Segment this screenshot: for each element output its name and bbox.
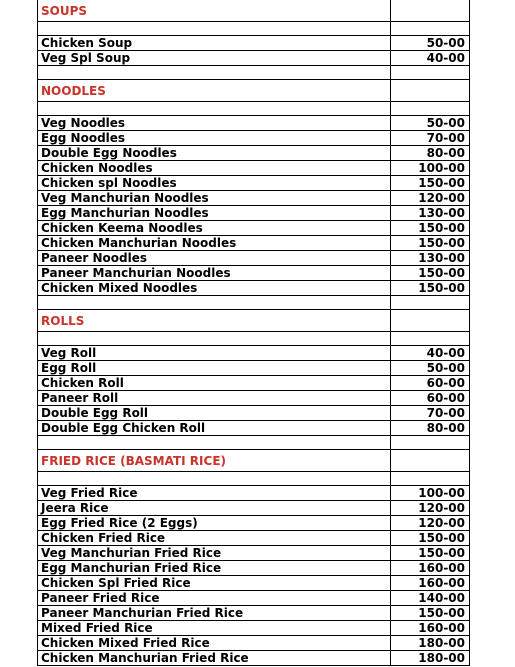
menu-item-row <box>38 251 470 266</box>
menu-item-row <box>38 51 470 66</box>
menu-item-row <box>38 266 470 281</box>
menu-item-price: 50-00 <box>391 361 470 376</box>
menu-item-price: 80-00 <box>391 146 470 161</box>
menu-item-price: 150-00 <box>391 606 470 621</box>
menu-item-price: 150-00 <box>391 176 470 191</box>
menu-item-row <box>38 391 470 406</box>
menu-item-price: 50-00 <box>391 36 470 51</box>
spacer-cell <box>391 332 470 346</box>
spacer-cell <box>38 472 391 486</box>
spacer-cell <box>391 472 470 486</box>
section-header-soups <box>38 0 470 22</box>
menu-table <box>37 0 470 666</box>
menu-item-price: 40-00 <box>391 346 470 361</box>
menu-item-name: Paneer Manchurian Noodles <box>38 266 391 281</box>
section-spacer-row <box>38 332 470 346</box>
spacer-cell <box>38 102 391 116</box>
section-price-cell <box>391 310 470 332</box>
menu-item-price: 150-00 <box>391 546 470 561</box>
menu-item-row <box>38 131 470 146</box>
menu-item-price: 120-00 <box>391 191 470 206</box>
menu-item-name: Chicken Manchurian Fried Rice <box>38 651 391 666</box>
menu-item-price: 40-00 <box>391 51 470 66</box>
menu-item-row <box>38 591 470 606</box>
menu-item-price: 150-00 <box>391 221 470 236</box>
menu-item-price: 130-00 <box>391 206 470 221</box>
menu-item-name: Double Egg Roll <box>38 406 391 421</box>
menu-item-row <box>38 36 470 51</box>
menu-item-name: Veg Spl Soup <box>38 51 391 66</box>
menu-item-price: 150-00 <box>391 531 470 546</box>
menu-item-row <box>38 221 470 236</box>
menu-item-row <box>38 146 470 161</box>
spacer-cell <box>38 66 391 80</box>
menu-item-row <box>38 361 470 376</box>
menu-item-row <box>38 561 470 576</box>
menu-item-row <box>38 176 470 191</box>
menu-item-row <box>38 421 470 436</box>
menu-item-name: Double Egg Noodles <box>38 146 391 161</box>
menu-item-price: 70-00 <box>391 406 470 421</box>
menu-item-name: Paneer Noodles <box>38 251 391 266</box>
menu-item-name: Egg Fried Rice (2 Eggs) <box>38 516 391 531</box>
menu-item-name: Mixed Fried Rice <box>38 621 391 636</box>
menu-item-name: Chicken Spl Fried Rice <box>38 576 391 591</box>
section-spacer-row <box>38 22 470 36</box>
spacer-cell <box>391 296 470 310</box>
menu-item-price: 160-00 <box>391 621 470 636</box>
spacer-cell <box>391 66 470 80</box>
section-gap-row <box>38 436 470 450</box>
menu-item-name: Chicken spl Noodles <box>38 176 391 191</box>
menu-item-price: 80-00 <box>391 421 470 436</box>
menu-body <box>38 0 470 666</box>
menu-item-row <box>38 501 470 516</box>
menu-item-name: Paneer Fried Rice <box>38 591 391 606</box>
spacer-cell <box>391 22 470 36</box>
menu-item-row <box>38 206 470 221</box>
menu-item-name: Jeera Rice <box>38 501 391 516</box>
menu-item-name: Veg Noodles <box>38 116 391 131</box>
menu-item-row <box>38 116 470 131</box>
section-price-cell <box>391 450 470 472</box>
section-spacer-row <box>38 102 470 116</box>
section-title: ROLLS <box>38 310 391 332</box>
menu-item-price: 100-00 <box>391 486 470 501</box>
menu-item-name: Egg Noodles <box>38 131 391 146</box>
section-price-cell <box>391 80 470 102</box>
menu-item-name: Chicken Keema Noodles <box>38 221 391 236</box>
menu-item-row <box>38 376 470 391</box>
menu-item-price: 140-00 <box>391 591 470 606</box>
menu-item-price: 120-00 <box>391 516 470 531</box>
menu-item-row <box>38 406 470 421</box>
spacer-cell <box>38 332 391 346</box>
menu-item-price: 50-00 <box>391 116 470 131</box>
menu-item-row <box>38 606 470 621</box>
menu-item-name: Chicken Noodles <box>38 161 391 176</box>
menu-item-name: Chicken Mixed Fried Rice <box>38 636 391 651</box>
spacer-cell <box>38 22 391 36</box>
menu-item-price: 160-00 <box>391 561 470 576</box>
menu-item-name: Veg Fried Rice <box>38 486 391 501</box>
section-header-noodles <box>38 80 470 102</box>
menu-item-name: Chicken Soup <box>38 36 391 51</box>
menu-item-row <box>38 161 470 176</box>
menu-item-name: Chicken Mixed Noodles <box>38 281 391 296</box>
section-header-fried-rice-basmati-rice <box>38 450 470 472</box>
menu-item-price: 150-00 <box>391 266 470 281</box>
menu-item-name: Chicken Manchurian Noodles <box>38 236 391 251</box>
menu-item-row <box>38 281 470 296</box>
menu-item-price: 70-00 <box>391 131 470 146</box>
section-title: SOUPS <box>38 0 391 22</box>
section-gap-row <box>38 296 470 310</box>
menu-item-name: Egg Manchurian Noodles <box>38 206 391 221</box>
menu-item-row <box>38 576 470 591</box>
menu-item-price: 60-00 <box>391 376 470 391</box>
menu-item-row <box>38 191 470 206</box>
section-title: FRIED RICE (BASMATI RICE) <box>38 450 391 472</box>
menu-item-row <box>38 546 470 561</box>
menu-item-price: 150-00 <box>391 236 470 251</box>
spacer-cell <box>38 436 391 450</box>
menu-item-row <box>38 516 470 531</box>
menu-item-price: 180-00 <box>391 636 470 651</box>
section-title: NOODLES <box>38 80 391 102</box>
menu-item-row <box>38 621 470 636</box>
menu-item-row <box>38 486 470 501</box>
menu-item-name: Chicken Roll <box>38 376 391 391</box>
menu-item-price: 60-00 <box>391 391 470 406</box>
menu-item-price: 180-00 <box>391 651 470 666</box>
menu-item-name: Veg Manchurian Noodles <box>38 191 391 206</box>
menu-item-price: 100-00 <box>391 161 470 176</box>
section-spacer-row <box>38 472 470 486</box>
spacer-cell <box>391 102 470 116</box>
section-gap-row <box>38 66 470 80</box>
menu-item-name: Chicken Fried Rice <box>38 531 391 546</box>
menu-item-price: 160-00 <box>391 576 470 591</box>
menu-item-row <box>38 651 470 666</box>
menu-item-price: 130-00 <box>391 251 470 266</box>
menu-item-name: Paneer Roll <box>38 391 391 406</box>
menu-item-row <box>38 531 470 546</box>
menu-item-name: Double Egg Chicken Roll <box>38 421 391 436</box>
menu-item-name: Egg Roll <box>38 361 391 376</box>
menu-item-price: 150-00 <box>391 281 470 296</box>
menu-item-name: Egg Manchurian Fried Rice <box>38 561 391 576</box>
menu-item-price: 120-00 <box>391 501 470 516</box>
spacer-cell <box>391 436 470 450</box>
spacer-cell <box>38 296 391 310</box>
section-price-cell <box>391 0 470 22</box>
menu-item-row <box>38 346 470 361</box>
menu-item-name: Paneer Manchurian Fried Rice <box>38 606 391 621</box>
section-header-rolls <box>38 310 470 332</box>
menu-item-row <box>38 636 470 651</box>
menu-item-name: Veg Roll <box>38 346 391 361</box>
menu-item-name: Veg Manchurian Fried Rice <box>38 546 391 561</box>
menu-item-row <box>38 236 470 251</box>
